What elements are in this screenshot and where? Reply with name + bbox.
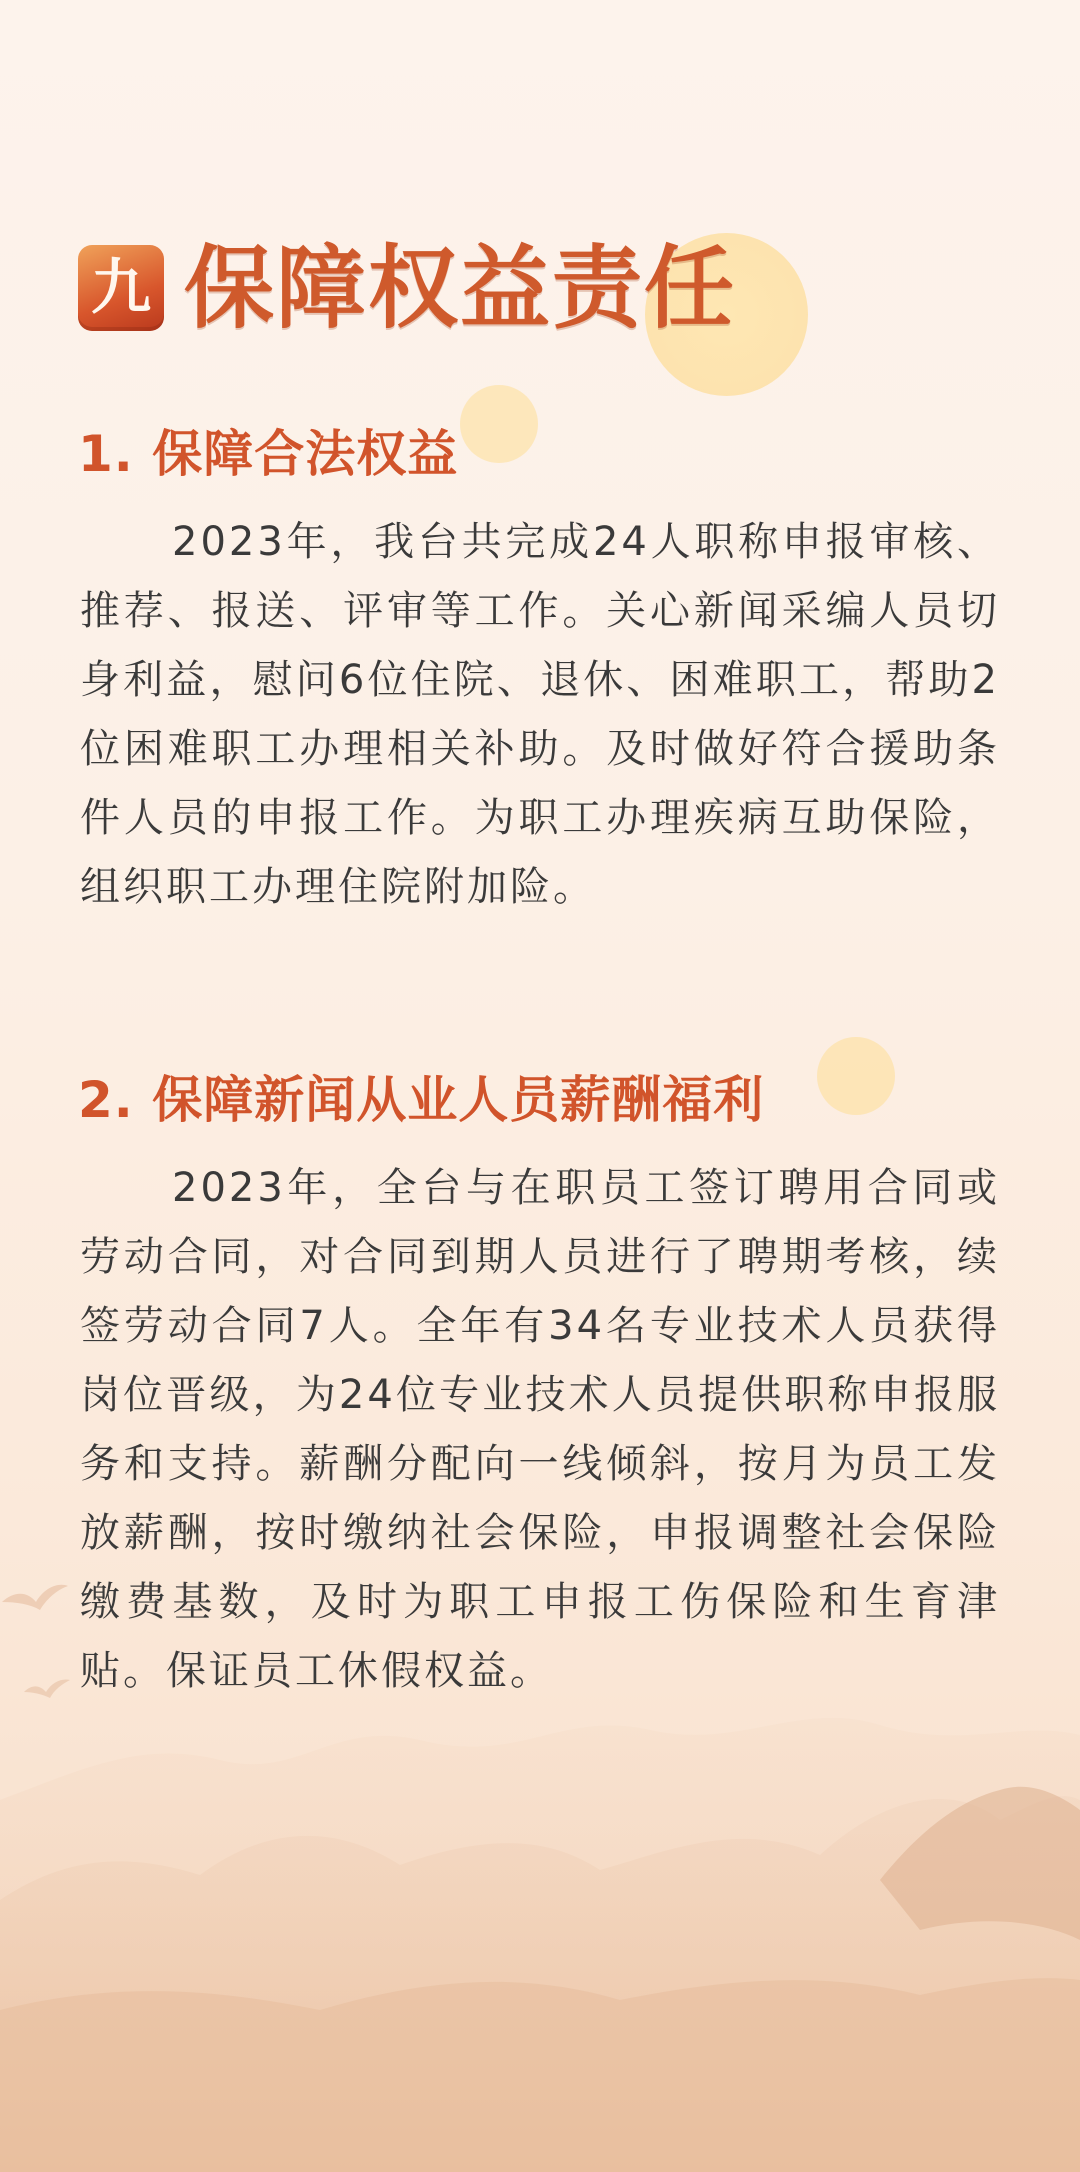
bird-icon (0, 1572, 70, 1632)
section-number-badge: 九 (78, 245, 164, 331)
section-title: 保障权益责任 (184, 235, 736, 341)
subsection-heading-2: 2. 保障新闻从业人员薪酬福利 (78, 1071, 765, 1129)
subsection-body-2: 2023年，全台与在职员工签订聘用合同或劳动合同，对合同到期人员进行了聘期考核，续签劳动合同7人。全年有34名专业技术人员获得岗位晋级，为24位专业技术人员提供职称申报服务和支持。薪酬分配向一线倾斜，按月为员工发放薪酬，按时缴纳社会保险，申报调整社会保险缴费基数，及时为职工申报工伤保险和生育津贴。保证员工休假权益。 (80, 1165, 1000, 1694)
section-heading (78, 235, 736, 341)
landscape-decoration (0, 1680, 1080, 2172)
subsection-heading-1: 1. 保障合法权益 (78, 425, 459, 483)
decorative-circle-small-right (817, 1037, 895, 1115)
decorative-circle-small (460, 385, 538, 463)
subsection-body-1: 2023年，我台共完成24人职称申报审核、推荐、报送、评审等工作。关心新闻采编人员切身利益，慰问6位住院、退休、困难职工，帮助2位困难职工办理相关补助。及时做好符合援助条件人员的申报工作。为职工办理疾病互助保险，组织职工办理住院附加险。 (80, 519, 1000, 910)
